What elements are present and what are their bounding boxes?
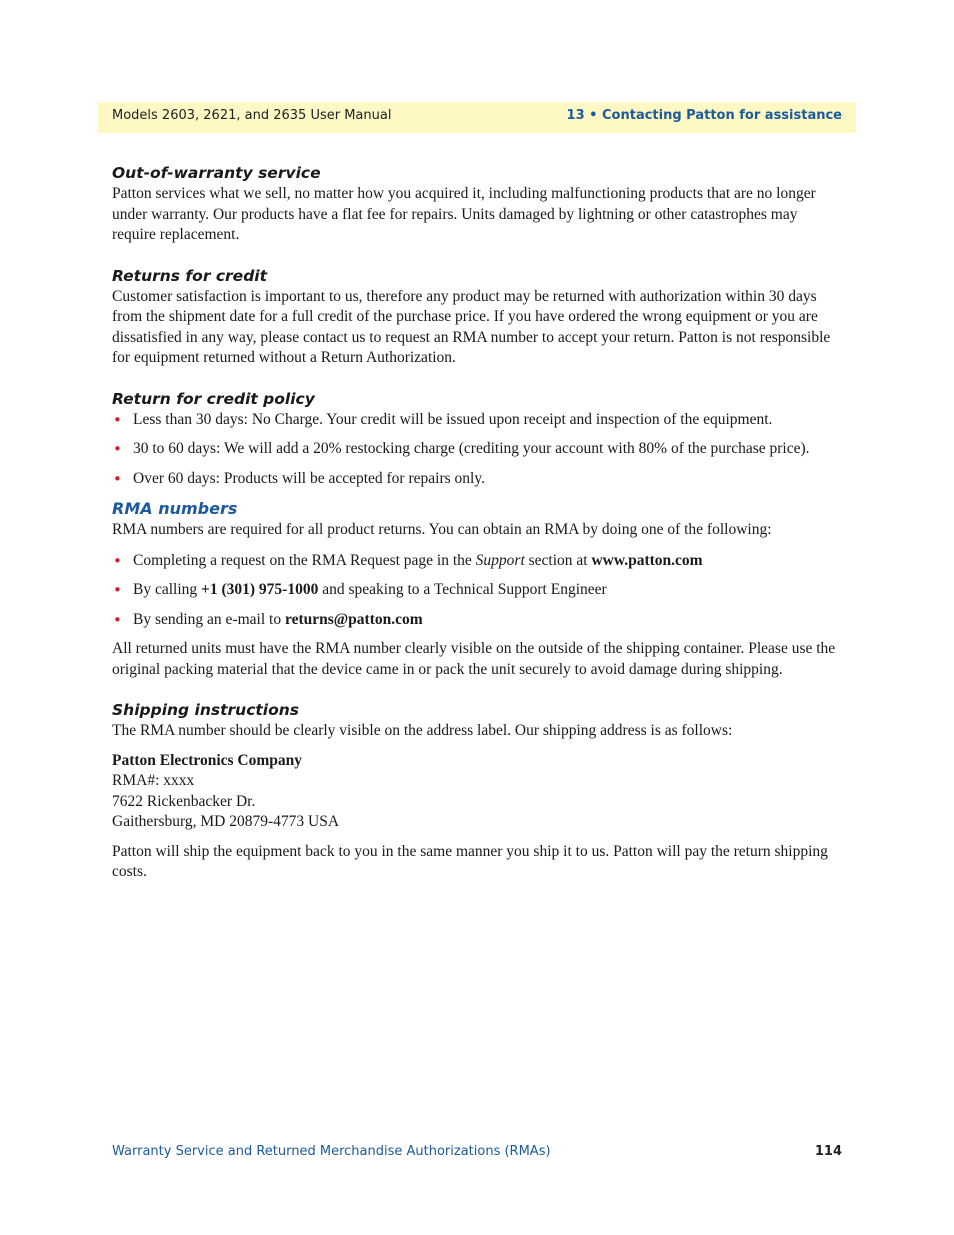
shipping-closing-text: Patton will ship the equipment back to you in the same manner you ship it to us. Patton will pay the return shipping costs.	[112, 842, 828, 880]
shipping-section	[112, 699, 844, 883]
returns-for-credit-heading: Returns for credit	[112, 266, 268, 285]
company-name: Patton Electronics Company	[112, 751, 303, 769]
shipping-address	[112, 751, 844, 833]
list-item	[112, 610, 844, 631]
out-of-warranty-heading: Out-of-warranty service	[112, 164, 321, 182]
footer-section-title: Warranty Service and Returned Merchandise Authorizations (RMAs)	[112, 1144, 551, 1159]
email-link[interactable]: returns@patton.com	[284, 610, 423, 628]
rma-line: RMA#: xxxx	[112, 772, 195, 789]
website-link[interactable]: www.patton.com	[591, 551, 703, 569]
phone-number: +1 (301) 975-1000	[201, 581, 319, 598]
page-header	[98, 102, 856, 133]
rma-item-text: and speaking to a Technical Support Engineer	[318, 581, 607, 598]
list-item: • 30 to 60 days: We will add a 20% restocking charge (crediting your account with 80% of the purchase price).	[112, 439, 844, 460]
out-of-warranty-text: Patton services what we sell, no matter how you acquired it, including malfunctioning products that are no longer under warranty. Our products have a flat fee for repairs. Units damaged by lightning or other catastrophes may require replacement.	[112, 185, 816, 243]
support-term: Support	[475, 551, 525, 569]
rma-methods-list	[112, 551, 844, 631]
rma-numbers-heading: RMA numbers	[112, 499, 238, 518]
rma-closing-text: All returned units must have the RMA number clearly visible on the outside of the shipping container. Please use the original packing material that the device came in or pack the unit securely to avoid damage during shipping.	[112, 640, 836, 678]
return-policy-list	[112, 410, 844, 490]
shipping-heading: Shipping instructions	[112, 701, 300, 719]
list-item: • Less than 30 days: No Charge. Your credit will be issued upon receipt and inspection of the equipment.	[112, 410, 844, 431]
rma-intro-text: RMA numbers are required for all product returns. You can obtain an RMA by doing one of the following:	[112, 521, 772, 538]
rma-item-text: By calling	[133, 581, 202, 598]
list-item	[112, 551, 844, 572]
street-address: 7622 Rickenbacker Dr.	[112, 792, 256, 810]
return-policy-section	[112, 388, 844, 490]
shipping-intro-text: The RMA number should be clearly visible on the address label. Our shipping address is as follows:	[112, 722, 733, 739]
list-item	[112, 580, 844, 601]
page-content	[112, 162, 844, 883]
rma-item-text: section at	[524, 551, 592, 569]
rma-item-text: By sending an e-mail to	[133, 610, 285, 628]
page-number: 114	[814, 1144, 842, 1159]
returns-for-credit-text: Customer satisfaction is important to us, therefore any product may be returned with authorization within 30 days from the shipment date for a full credit of the purchase price. If you have ordered the wrong equipment or you are dissatisfied in any way, please contact us to request an RMA number to accept your return. Patton is not responsible for equipment returned without a Return Authorization.	[112, 287, 831, 366]
list-item: • Over 60 days: Products will be accepted for repairs only.	[112, 469, 844, 490]
rma-numbers-section	[112, 498, 844, 680]
manual-title: Models 2603, 2621, and 2635 User Manual	[112, 108, 392, 123]
returns-for-credit-section	[112, 265, 844, 369]
city-address: Gaithersburg, MD 20879-4773 USA	[112, 813, 340, 830]
rma-item-text: Completing a request on the RMA Request page in the	[133, 551, 476, 569]
out-of-warranty-section	[112, 162, 844, 246]
chapter-title: 13 • Contacting Patton for assistance	[566, 108, 842, 123]
return-policy-heading: Return for credit policy	[112, 389, 315, 408]
